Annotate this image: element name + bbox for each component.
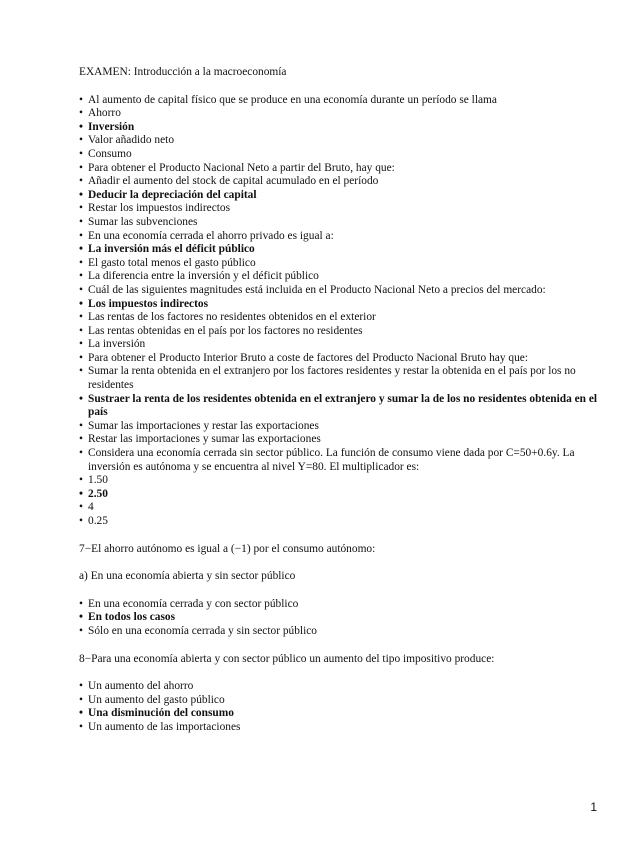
- list-item-text: Restar los impuestos indirectos: [88, 202, 231, 215]
- bullet-icon: •: [79, 324, 83, 337]
- bullet-icon: •: [79, 515, 83, 527]
- bullet-icon: •: [79, 107, 83, 120]
- page-title: EXAMEN: Introducción a la macroeconomía: [79, 66, 287, 78]
- bullet-icon: •: [79, 474, 83, 487]
- list-item: [79, 447, 599, 474]
- list-item-text: Sumar las subvenciones: [88, 215, 198, 228]
- list-item-text: Las rentas de los factores no residentes obtenidos en el exterior: [88, 311, 376, 324]
- answer-list-3: [79, 680, 599, 734]
- bullet-icon: •: [79, 338, 83, 351]
- list-item: [79, 298, 599, 312]
- bullet-icon: •: [79, 229, 83, 242]
- list-item-text: Sumar las importaciones y restar las exportaciones: [88, 419, 319, 432]
- list-item-text: Un aumento de las importaciones: [88, 720, 241, 733]
- bullet-icon: •: [79, 487, 83, 500]
- list-item-text: 1.50: [88, 474, 108, 487]
- list-item-text: La inversión más el déficit público: [88, 243, 255, 256]
- list-item-text: Sumar la renta obtenida en el extranjero por los factores residentes y restar la obtenida en el país por los no residentes: [88, 365, 576, 392]
- list-item-text: La diferencia entre la inversión y el déficit público: [88, 270, 319, 283]
- bullet-icon: •: [79, 707, 83, 720]
- list-item: [79, 598, 599, 612]
- list-item-text: Sólo en una economía cerrada y sin sector público: [88, 624, 318, 637]
- list-item-text: Un aumento del ahorro: [88, 680, 194, 693]
- bullet-icon: •: [79, 161, 83, 174]
- list-item-text: Las rentas obtenidas en el país por los factores no residentes: [88, 324, 363, 337]
- list-item: [79, 433, 599, 447]
- list-item: [79, 189, 599, 203]
- list-item: [79, 515, 599, 529]
- list-item-text: Considera una economía cerrada sin sector público. La función de consumo viene dada por C=50+0.6y. La inversión es autónoma y se encuentra al nivel Y=80. El multiplicador es:: [88, 447, 575, 473]
- bullet-icon: •: [79, 392, 83, 405]
- list-item-text: El gasto total menos el gasto público: [88, 256, 256, 269]
- bullet-icon: •: [79, 419, 83, 432]
- answer-list-1: [79, 94, 599, 529]
- list-item: [79, 311, 599, 325]
- bullet-icon: •: [79, 624, 83, 637]
- list-item-text: En todos los casos: [88, 611, 176, 624]
- bullet-icon: •: [79, 134, 83, 147]
- list-item-text: Restar las importaciones y sumar las exportaciones: [88, 433, 321, 446]
- list-item: [79, 365, 599, 392]
- bullet-icon: •: [79, 433, 83, 446]
- bullet-icon: •: [79, 501, 83, 514]
- list-item: [79, 338, 599, 352]
- question-8: 8−Para una economía abierta y con sector público un aumento del tipo impositivo produce:: [79, 652, 495, 665]
- list-item: [79, 257, 599, 271]
- list-item-text: Un aumento del gasto público: [88, 693, 225, 706]
- bullet-icon: •: [79, 270, 83, 283]
- list-item-text: Para obtener el Producto Nacional Neto a partir del Bruto, hay que:: [88, 161, 395, 174]
- list-item: [79, 393, 599, 420]
- list-item-text: 0.25: [88, 515, 108, 527]
- list-item: [79, 121, 599, 135]
- list-item: [79, 707, 599, 721]
- list-item: [79, 162, 599, 176]
- question-7-option-a: a) En una economía abierta y sin sector público: [79, 570, 296, 583]
- list-item-text: Consumo: [88, 147, 132, 160]
- list-item: [79, 611, 599, 625]
- list-item: [79, 134, 599, 148]
- bullet-icon: •: [79, 611, 83, 624]
- list-item-text: 2.50: [88, 487, 108, 500]
- list-item-text: En una economía cerrada el ahorro privado es igual a:: [88, 229, 334, 242]
- bullet-icon: •: [79, 147, 83, 160]
- list-item: [79, 270, 599, 284]
- list-item-text: Ahorro: [88, 107, 121, 120]
- bullet-icon: •: [79, 365, 83, 378]
- page-number: 1: [590, 800, 597, 814]
- list-item-text: Al aumento de capital físico que se produce en una economía durante un período se llama: [88, 93, 497, 106]
- list-item: [79, 243, 599, 257]
- list-item: [79, 488, 599, 502]
- list-item-text: Inversión: [88, 120, 135, 133]
- bullet-icon: •: [79, 447, 83, 460]
- bullet-icon: •: [79, 202, 83, 215]
- list-item: [79, 202, 599, 216]
- question-7: 7−El ahorro autónomo es igual a (−1) por el consumo autónomo:: [79, 542, 376, 555]
- list-item: [79, 352, 599, 366]
- bullet-icon: •: [79, 243, 83, 256]
- list-item-text: Una disminución del consumo: [88, 707, 234, 720]
- bullet-icon: •: [79, 283, 83, 296]
- bullet-icon: •: [79, 693, 83, 706]
- list-item-text: En una economía cerrada y con sector público: [88, 597, 299, 610]
- answer-list-2: [79, 598, 599, 639]
- list-item-text: 4: [88, 501, 94, 514]
- list-item-text: Añadir el aumento del stock de capital acumulado en el período: [88, 175, 379, 188]
- document-body: [79, 66, 599, 735]
- list-item: [79, 284, 599, 298]
- bullet-icon: •: [79, 93, 83, 106]
- bullet-icon: •: [79, 720, 83, 733]
- list-item: [79, 501, 599, 515]
- list-item: [79, 230, 599, 244]
- list-item: [79, 325, 599, 339]
- list-item: [79, 148, 599, 162]
- bullet-icon: •: [79, 188, 83, 201]
- bullet-icon: •: [79, 311, 83, 324]
- bullet-icon: •: [79, 215, 83, 228]
- list-item: [79, 474, 599, 488]
- bullet-icon: •: [79, 297, 83, 310]
- list-item-text: Deducir la depreciación del capital: [88, 188, 257, 201]
- list-item: [79, 680, 599, 694]
- bullet-icon: •: [79, 680, 83, 693]
- bullet-icon: •: [79, 256, 83, 269]
- list-item: [79, 175, 599, 189]
- list-item-text: Valor añadido neto: [88, 134, 175, 147]
- list-item: [79, 107, 599, 121]
- list-item-text: Cuál de las siguientes magnitudes está incluida en el Producto Nacional Neto a precios del mercado:: [88, 283, 546, 296]
- list-item-text: La inversión: [88, 338, 146, 351]
- list-item: [79, 94, 599, 108]
- list-item: [79, 216, 599, 230]
- bullet-icon: •: [79, 351, 83, 364]
- list-item: [79, 420, 599, 434]
- list-item-text: Para obtener el Producto Interior Bruto a coste de factores del Producto Nacional Bruto hay que:: [88, 351, 528, 364]
- list-item: [79, 694, 599, 708]
- list-item-text: Sustraer la renta de los residentes obtenida en el extranjero y sumar la de los no residentes obtenida en el país: [88, 392, 598, 419]
- list-item-text: Los impuestos indirectos: [88, 297, 209, 310]
- bullet-icon: •: [79, 597, 83, 610]
- bullet-icon: •: [79, 120, 83, 133]
- list-item: [79, 625, 599, 639]
- list-item: [79, 721, 599, 735]
- bullet-icon: •: [79, 175, 83, 188]
